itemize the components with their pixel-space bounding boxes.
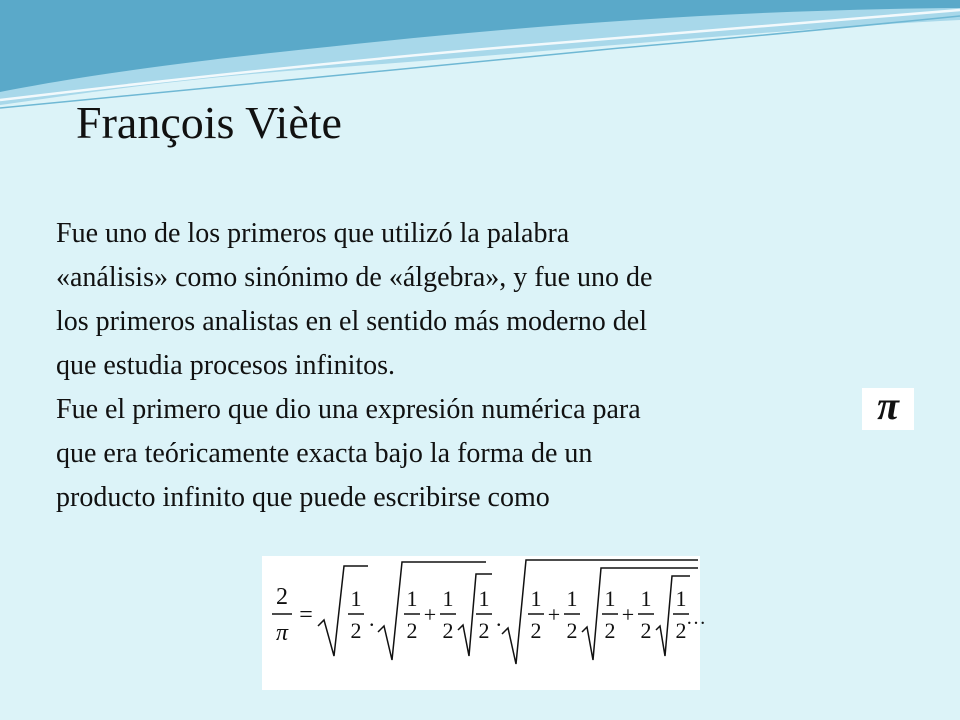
formula-plus-b: +	[423, 602, 437, 627]
formula-one-f: 1	[566, 586, 578, 611]
paragraph-line-6: que era teóricamente exacta bajo la forma de un	[56, 438, 593, 469]
formula-one-b: 1	[406, 586, 418, 611]
formula-one-g: 1	[604, 586, 616, 611]
formula-one-a: 1	[350, 586, 362, 611]
formula-ellipsis: …	[686, 607, 706, 629]
formula-plus-g: +	[621, 602, 635, 627]
viete-formula-image	[262, 556, 706, 690]
formula-two-i: 2	[675, 618, 687, 643]
formula-two-c: 2	[442, 618, 454, 643]
formula-two-f: 2	[566, 618, 578, 643]
formula-denominator-pi: π	[275, 620, 289, 646]
pi-symbol-image	[862, 383, 914, 430]
paragraph-line-3: los primeros analistas en el sentido más moderno del	[56, 306, 647, 337]
formula-equals: =	[299, 602, 313, 628]
formula-dot-b: .	[496, 606, 502, 631]
formula-one-e: 1	[530, 586, 542, 611]
paragraph-line-4: que estudia procesos infinitos.	[56, 350, 396, 381]
formula-two-g: 2	[604, 618, 616, 643]
paragraph-line-7: producto infinito que puede escribirse como	[56, 482, 550, 513]
formula-two-e: 2	[530, 618, 542, 643]
formula-one-i: 1	[675, 586, 687, 611]
formula-two-a: 2	[350, 618, 362, 643]
paragraph-line-5: Fue el primero que dio una expresión numérica para	[56, 394, 641, 425]
pi-symbol: π	[877, 383, 899, 428]
formula-two-b: 2	[406, 618, 418, 643]
paragraph-line-2: «análisis» como sinónimo de «álgebra», y fue uno de	[56, 262, 653, 293]
slide-title: François Viète	[76, 97, 342, 148]
formula-plus-e: +	[547, 602, 561, 627]
paragraph-line-1: Fue uno de los primeros que utilizó la palabra	[56, 218, 570, 249]
formula-dot-a: .	[369, 606, 375, 631]
formula-two-h: 2	[640, 618, 652, 643]
formula-numerator-two: 2	[276, 584, 288, 610]
formula-one-d: 1	[478, 586, 490, 611]
formula-one-c: 1	[442, 586, 454, 611]
formula-two-d: 2	[478, 618, 490, 643]
formula-one-h: 1	[640, 586, 652, 611]
